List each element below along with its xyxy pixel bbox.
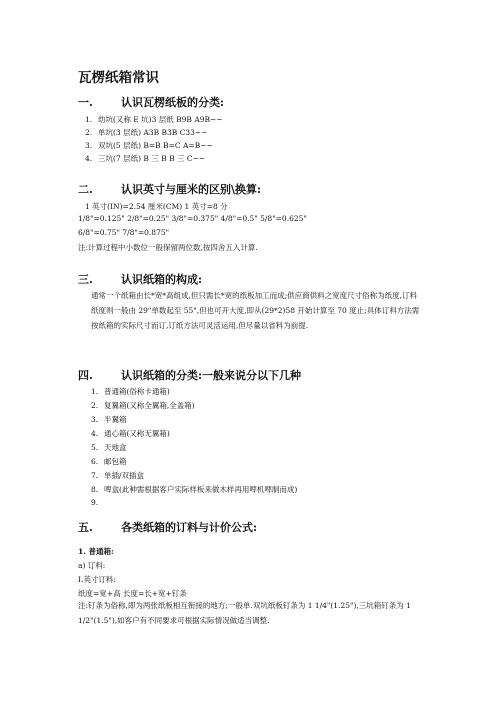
section-5-heading [78, 519, 257, 535]
section-1-number: 一. [78, 96, 93, 109]
conversion-line-1: 1 英寸(IN)=2.54 厘米(CM) 1 英寸=8 分 [85, 202, 228, 211]
section-5-number: 五. [78, 521, 93, 534]
conversion-line-2: 1/8"=0.125" 2/8"=0.25" 3/8"=0.375" 4/8"=0.5" 5/8"=0.625" [78, 214, 307, 223]
list-item: 2. 单坑(3 层纸) A3B B3B C33~~ [85, 128, 208, 137]
list-item: 9. [91, 498, 99, 507]
list-item: 6. 邮包箱 [91, 457, 127, 466]
subsection-heading: 1. 普通箱: [78, 547, 114, 556]
order-formula: 纸度=宽+高 长度=长+宽+钉条 [78, 589, 187, 598]
conversion-note: 注:计算过程中小数位一般保留两位数,按四舍五入计算. [78, 243, 258, 252]
conversion-line-3: 6/8"=0.75" 7/8"=0.875" [78, 228, 170, 237]
list-item: 1. 幼坑(又称 E 坑)3 层纸 B9B A9B~~ [85, 115, 223, 124]
document-title: 瓦楞纸箱常识 [78, 70, 159, 86]
section-3-paragraph: 通常一个纸箱由长*宽*高组成,但只需长*宽的纸板加工而成;供应商供料之宽度尺寸俗称为纸度,订料纸度则一般由 29"单数起至 55",但也可开大度,即从(29*2)58 开始计算至 70 度止;具体订料方法需按纸箱的实际尺寸而订,订纸方法可灵活运用,但尽量以省料为前提. [91, 291, 420, 330]
list-item: 3. 双坑(5 层纸) B=B B=C A=B~~ [85, 141, 213, 150]
section-1-title: 认识瓦楞纸板的分类: [121, 96, 225, 109]
list-item: 1. 普通箱(俗称卡通箱) [91, 387, 170, 396]
section-5-title: 各类纸箱的订料与计价公式: [121, 521, 258, 534]
section-1-heading [78, 94, 224, 110]
section-2-title: 认识英寸与厘米的区别\换算: [121, 183, 262, 196]
order-method-label: I.英寸订料: [78, 575, 116, 584]
list-item: 4. 三坑(7 层纸) B 三 B B 三 C~~ [85, 154, 206, 163]
list-item: 3. 半翼箱 [91, 415, 127, 424]
section-2-heading [78, 181, 261, 197]
list-item: 7. 单插/双插盒 [91, 471, 145, 480]
subsection-item: a) 订料: [78, 561, 106, 570]
section-2-number: 二. [78, 183, 93, 196]
list-item: 4. 通心箱(又称无翼箱) [91, 429, 170, 438]
section-4-title: 认识纸箱的分类:一般来说分以下几种 [121, 369, 302, 382]
section-5-note: 注:钉条为俗称,即为两张纸板相互衔接的地方;一般单.双坑纸板钉条为 1 1/4"(1.25"),三坑箱钉条为 1 1/2"(1.5"),如客户有不同要求可根据实际情况做适当调整. [78, 601, 411, 625]
section-3-number: 三. [78, 273, 93, 286]
section-3-title: 认识纸箱的构成: [121, 273, 203, 286]
section-3-heading [78, 271, 202, 287]
section-4-heading [78, 367, 301, 383]
list-item: 8. 啤盒(此种需根据客户实际样板来做木样再用啤机啤制而成) [91, 485, 298, 494]
list-item: 2. 复翼箱(又称全翼箱,全盖箱) [91, 401, 195, 410]
section-4-number: 四. [78, 369, 93, 382]
list-item: 5. 天地盒 [91, 443, 127, 452]
